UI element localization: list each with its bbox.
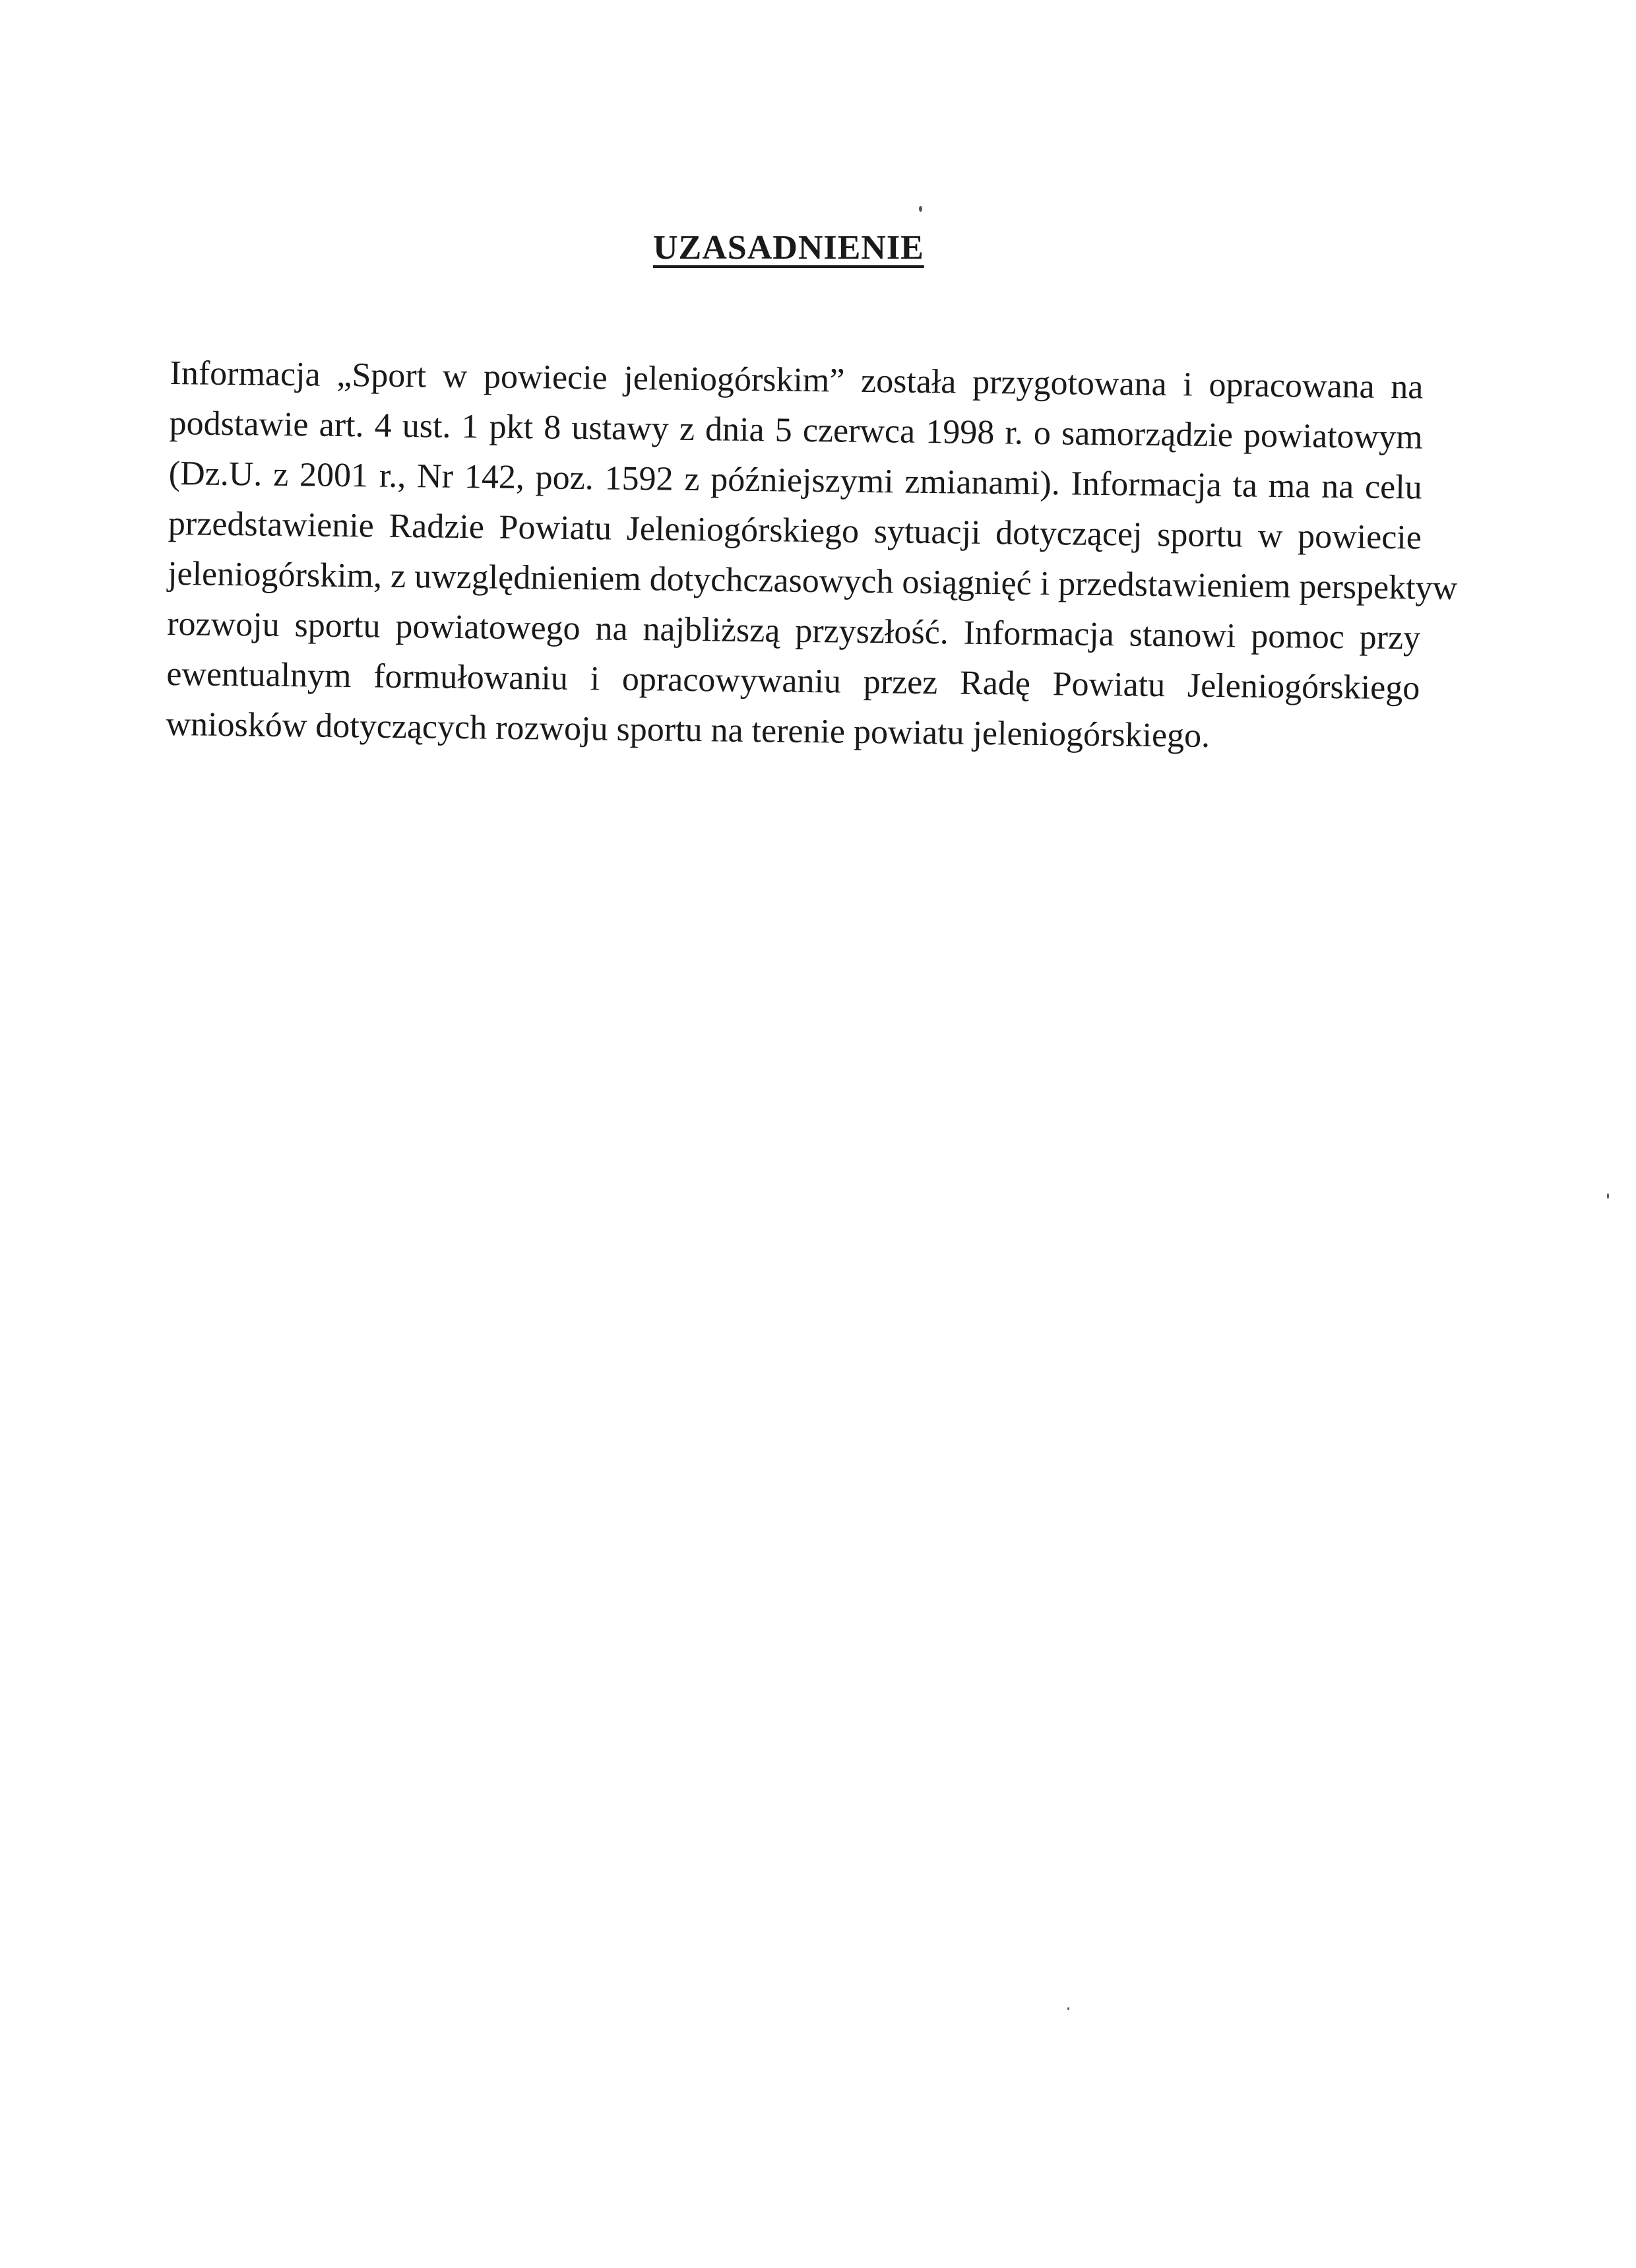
document-title: UZASADNIENIE: [653, 229, 924, 267]
body-paragraph: [166, 348, 1458, 764]
body-line: podstawie art. 4 ust. 1 pkt 8 ustawy z dnia 5 czerwca 1998 r. o samorządzie powiatowym: [169, 404, 1423, 457]
body-line: (Dz.U. z 2001 r., Nr 142, poz. 1592 z późniejszymi zmianami). Informacja ta ma na celu: [168, 454, 1423, 507]
body-line: Informacja „Sport w powiecie jeleniogórskim” została przygotowana i opracowana na: [170, 354, 1424, 406]
scan-speck: [919, 206, 922, 212]
body-line: rozwoju sportu powiatowego na najbliższą przyszłość. Informacja stanowi pomoc przy: [166, 604, 1421, 657]
body-line: przedstawienie Radzie Powiatu Jeleniogórskiego sytuacji dotyczącej sportu w powiecie: [168, 504, 1422, 557]
body-line: ewentualnym formułowaniu i opracowywaniu przez Radę Powiatu Jeleniogórskiego: [166, 655, 1420, 707]
body-line: wniosków dotyczących rozwoju sportu na terenie powiatu jeleniogórskiego.: [166, 705, 1211, 755]
scan-speck: [1607, 1193, 1609, 1199]
scan-speck: [1067, 2007, 1069, 2010]
body-line: jeleniogórskim, z uwzględnieniem dotychczasowych osiągnięć i przedstawieniem perspektyw: [167, 554, 1458, 608]
